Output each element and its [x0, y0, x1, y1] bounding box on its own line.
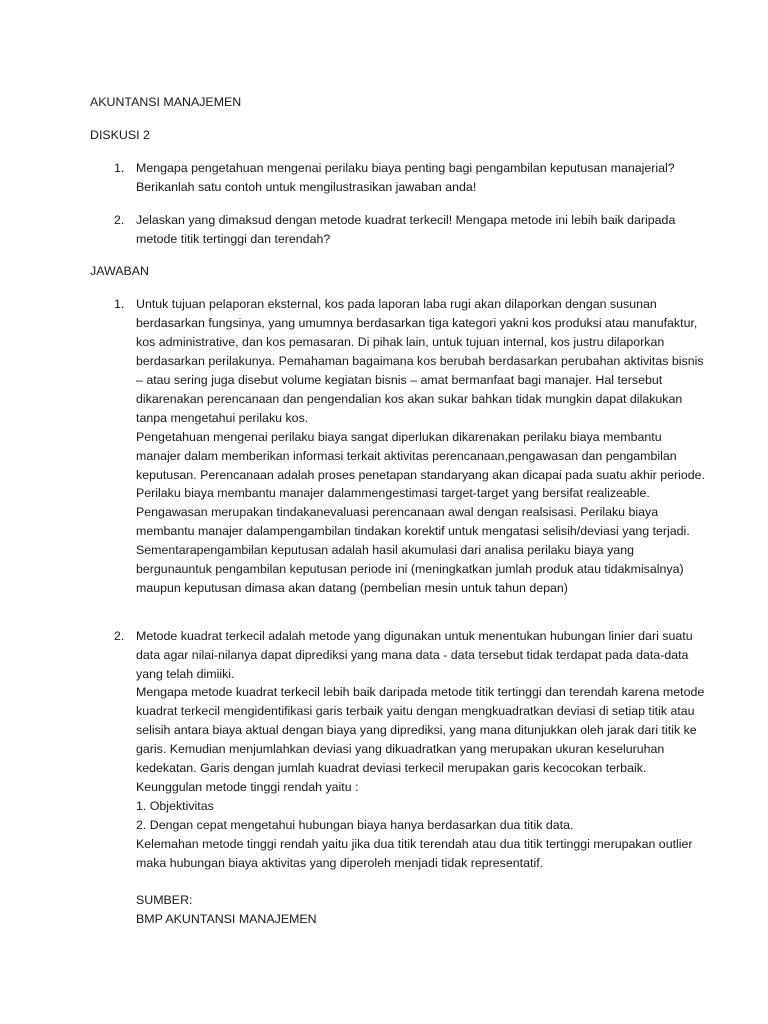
answer-item [90, 295, 708, 598]
answer-paragraph: Mengapa metode kuadrat terkecil lebih baik daripada metode titik tertinggi dan terendah karena metode kuadrat terkecil mengidentifikasi garis terbaik yaitu dengan mengkuadratkan deviasi di setiap titik atau selisih antara biaya aktual dengan biaya yang diprediksi, yang mana ditunjukkan oleh jarak dari titik ke garis. Kemudian menjumlahkan deviasi yang dikuadratkan yang merupakan ukuran keseluruhan kedekatan. Garis dengan jumlah kuadrat deviasi terkecil merupakan garis kecocokan terbaik. [136, 685, 705, 776]
question-item [90, 211, 708, 249]
source-label: SUMBER: [136, 893, 193, 908]
answer-paragraph: 1. Objektivitas [136, 798, 214, 813]
answer-paragraph: Metode kuadrat terkecil adalah metode yang digunakan untuk menentukan hubungan linier dari suatu data agar nilai-nilanya dapat diprediksi yang mana data - data tersebut tidak terdapat pada data-data yang telah dimiiki. [136, 628, 693, 681]
answer-paragraph: Untuk tujuan pelaporan eksternal, kos pada laporan laba rugi akan dilaporkan dengan susunan berdasarkan fungsinya, yang umumnya berdasarkan tiga kategori yakni kos produksi atau manufaktur, kos administrative, dan kos pemasaran. Di pihak lain, untuk tujuan internal, kos justru dilaporkan berdasarkan perilakunya. Pemahaman bagaimana kos berubah berdasarkan perubahan aktivitas bisnis – atau sering juga disebut volume kegiatan bisnis – amat bermanfaat bagi manajer. Hal tersebut dikarenakan perencanaan dan pengendalian kos akan sukar bahkan tidak mungkin dapat dilakukan tanpa mengetahui perilaku kos. [136, 297, 704, 425]
answer-number: 2. [114, 628, 125, 643]
answers-heading: JAWABAN [90, 264, 149, 279]
answer-body [136, 295, 708, 598]
source-block [136, 891, 708, 929]
answer-number: 1. [114, 297, 125, 312]
question-text: Mengapa pengetahuan mengenai perilaku biaya penting bagi pengambilan keputusan manajerial? Berikanlah satu contoh untuk mengilustrasikan jawaban anda! [136, 160, 675, 194]
question-text: Jelaskan yang dimaksud dengan metode kuadrat terkecil! Mengapa metode ini lebih baik daripada metode titik tertinggi dan terendah? [136, 212, 676, 246]
answer-paragraph: Pengetahuan mengenai perilaku biaya sangat diperlukan dikarenakan perilaku biaya membantu manajer dalam memberikan informasi terkait aktivitas perencanaan,pengawasan dan pengambilan keputusan. Perencanaan adalah proses penetapan standaryang akan dicapai pada suatu akhir periode. Perilaku biaya membantu manajer dalammengestimasi target-target yang bersifat realizeable. Pengawasan merupakan tindakanevaluasi perencanaan awal dengan realsisasi. Perilaku biaya membantu manajer dalampengambilan tindakan korektif untuk mengatasi selisih/deviasi yang terjadi. Sementarapengambilan keputusan adalah hasil akumulasi dari analisa perilaku biaya yang bergunauntuk pengambilan keputusan periode ini (meningkatkan jumlah produk atau tidakmisalnya) maupun keputusan dimasa akan datang (pembelian mesin untuk tahun depan) [136, 429, 706, 595]
source-text: BMP AKUNTANSI MANAJEMEN [136, 912, 317, 927]
document-title: AKUNTANSI MANAJEMEN [90, 95, 242, 109]
question-number: 1. [114, 160, 125, 175]
answer-paragraph: 2. Dengan cepat mengetahui hubungan biaya hanya berdasarkan dua titik data. [136, 817, 574, 832]
answer-item [90, 627, 708, 873]
question-number: 2. [114, 212, 125, 227]
document-subtitle: DISKUSI 2 [90, 127, 150, 142]
answer-paragraph: Kelemahan metode tinggi rendah yaitu jika dua titik terendah atau dua titik tertinggi merupakan outlier maka hubungan biaya aktivitas yang diperoleh menjadi tidak representatif. [136, 836, 693, 870]
answer-paragraph: Keunggulan metode tinggi rendah yaitu : [136, 779, 359, 794]
answer-body [136, 627, 708, 873]
question-item [90, 159, 708, 197]
